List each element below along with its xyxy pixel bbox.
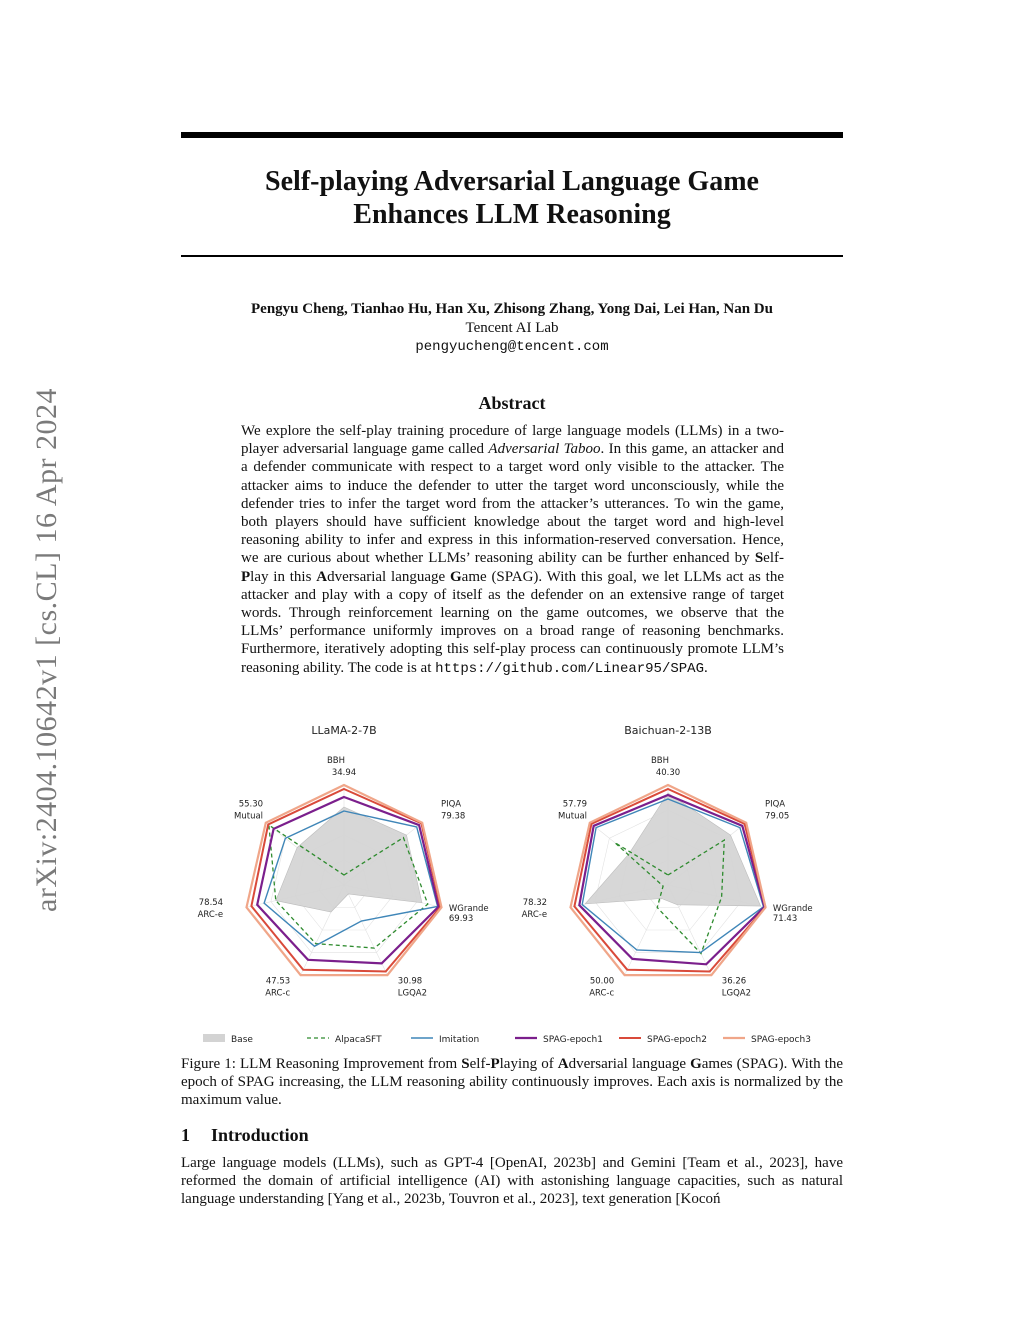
title-rule-top (181, 132, 843, 138)
abstract-text: ame (SPAG). With this goal, we let LLMs act as the attacker and play with a copy of itself as the defender on an extensive range of target words. Through reinforcement learning on the game outcomes, we observe that the LLMs’ performance uniformly improves on a broad range of reasoning benchmarks. Furthermore, iteratively adopting this self-play process can continuously promote LLM’s reasoning ability. The code is at (241, 568, 785, 676)
section-title: Introduction (211, 1125, 309, 1145)
caption-bold: A (557, 1056, 569, 1072)
axis-max-value: 78.32 (522, 897, 548, 908)
abstract-text: lay in this (250, 568, 317, 585)
axis-label: BBH (650, 756, 670, 766)
legend-label: SPAG-epoch1 (543, 1035, 603, 1045)
axis-max-value: 71.43 (772, 913, 798, 924)
axis-label: LGQA2 (721, 988, 752, 999)
legend-label: SPAG-epoch2 (647, 1035, 707, 1045)
abstract-italic: Adversarial Taboo (488, 441, 601, 458)
axis-max-value: 79.38 (440, 811, 466, 822)
caption-bold: S (461, 1056, 470, 1072)
abstract-body (241, 422, 784, 678)
axis-max-value: 69.93 (448, 913, 474, 924)
section-number: 1 (181, 1125, 190, 1145)
chart-title: LLaMA-2-7B (311, 724, 377, 737)
caption-text: elf- (469, 1056, 491, 1072)
caption-bold: G (690, 1056, 702, 1072)
caption-text: Figure 1: LLM Reasoning Improvement from (181, 1056, 462, 1072)
axis-label: WGrande (772, 903, 813, 914)
axis-label: ARC-c (589, 988, 615, 999)
legend-label: SPAG-epoch3 (751, 1035, 811, 1045)
abstract-text: dversarial language (327, 568, 450, 585)
radar-chart-0 (198, 724, 489, 999)
abstract-text: We explore the self-play training procedure of large language models (LLMs) in a two-player adversarial language game called (241, 423, 784, 458)
axis-max-value: 79.05 (764, 811, 790, 822)
axis-label: LGQA2 (397, 988, 428, 999)
axis-max-value: 57.79 (562, 799, 588, 810)
abstract-bold: A (316, 568, 328, 585)
axis-max-value: 78.54 (198, 897, 224, 908)
axis-max-value: 50.00 (589, 976, 615, 987)
axis-label: ARC-e (197, 909, 224, 920)
caption-text: dversarial language (568, 1056, 691, 1072)
arxiv-stamp-text: arXiv:2404.10642v1 [cs.CL] 16 Apr 2024 (30, 388, 63, 912)
intro-paragraph: Large language models (LLMs), such as GPT-4 [OpenAI, 2023b] and Gemini [Team et al., 2023], have reformed the domain of artificial intelligence (AI) with astonishing language capacities, such as natural language understanding [Yang et al., 2023b, Touvron et al., 2023], text generation [Kocoń (181, 1155, 843, 1208)
legend-label: Imitation (439, 1035, 480, 1045)
axis-max-value: 40.30 (655, 768, 681, 778)
title-line-2: Enhances LLM Reasoning (353, 199, 671, 230)
axis-label: PIQA (764, 799, 786, 810)
figure-caption (181, 1055, 843, 1110)
abstract-heading: Abstract (478, 393, 546, 413)
axis-label: WGrande (448, 903, 489, 914)
axis-label: ARC-e (521, 909, 548, 920)
abstract-bold: S (754, 550, 764, 567)
caption-text: ames (SPAG). With the epoch of SPAG increasing, the LLM reasoning ability continuously improves. Each axis is normalized by the maximum value. (181, 1056, 843, 1109)
chart-legend (203, 1034, 811, 1045)
axis-label: Mutual (558, 811, 588, 822)
axis-label: BBH (326, 756, 346, 766)
arxiv-stamp (24, 350, 70, 950)
email: pengyucheng@tencent.com (415, 339, 609, 355)
radar-chart-1 (522, 724, 813, 999)
title-rule-bottom (181, 255, 843, 257)
legend-label: AlpacaSFT (335, 1035, 382, 1045)
radar-charts (181, 720, 843, 1050)
axis-label: Mutual (234, 811, 264, 822)
axis-label: PIQA (440, 799, 462, 810)
series-base (585, 793, 761, 906)
code-link[interactable]: https://github.com/Linear95/SPAG (435, 660, 704, 677)
axis-max-value: 36.26 (721, 976, 747, 987)
affiliation: Tencent AI Lab (465, 320, 559, 336)
legend-label: Base (231, 1035, 253, 1045)
section-heading (181, 1125, 309, 1146)
axis-max-value: 30.98 (397, 976, 423, 987)
paper-title (181, 165, 843, 231)
legend-swatch-base (203, 1034, 225, 1042)
axis-max-value: 34.94 (331, 768, 357, 778)
abstract-text: . (703, 659, 708, 676)
chart-title: Baichuan-2-13B (624, 724, 712, 737)
title-line-1: Self-playing Adversarial Language Game (265, 166, 759, 197)
abstract-text: elf- (763, 550, 784, 567)
abstract-bold: P (241, 568, 251, 585)
axis-max-value: 47.53 (265, 976, 291, 987)
abstract-text: . In this game, an attacker and a defender communicate with respect to a target word only visible to the attacker. The attacker aims to induce the defender to utter the target word unconsciously, while the defender tries to infer the target word from the attacker’s utterances. To win the game, both players should have sufficient knowledge about the target word and high-level reasoning ability to infer and express in this information-reserved conversation. Hence, we are curious about whether LLMs’ reasoning ability can be further enhanced by (241, 441, 785, 567)
axis-max-value: 55.30 (238, 799, 264, 810)
axis-label: ARC-c (265, 988, 291, 999)
caption-bold: P (490, 1056, 500, 1072)
caption-text: laying of (499, 1056, 558, 1072)
figure-1 (181, 720, 843, 1050)
authors: Pengyu Cheng, Tianhao Hu, Han Xu, Zhisong Zhang, Yong Dai, Lei Han, Nan Du (251, 301, 773, 317)
abstract-bold: G (449, 568, 462, 585)
